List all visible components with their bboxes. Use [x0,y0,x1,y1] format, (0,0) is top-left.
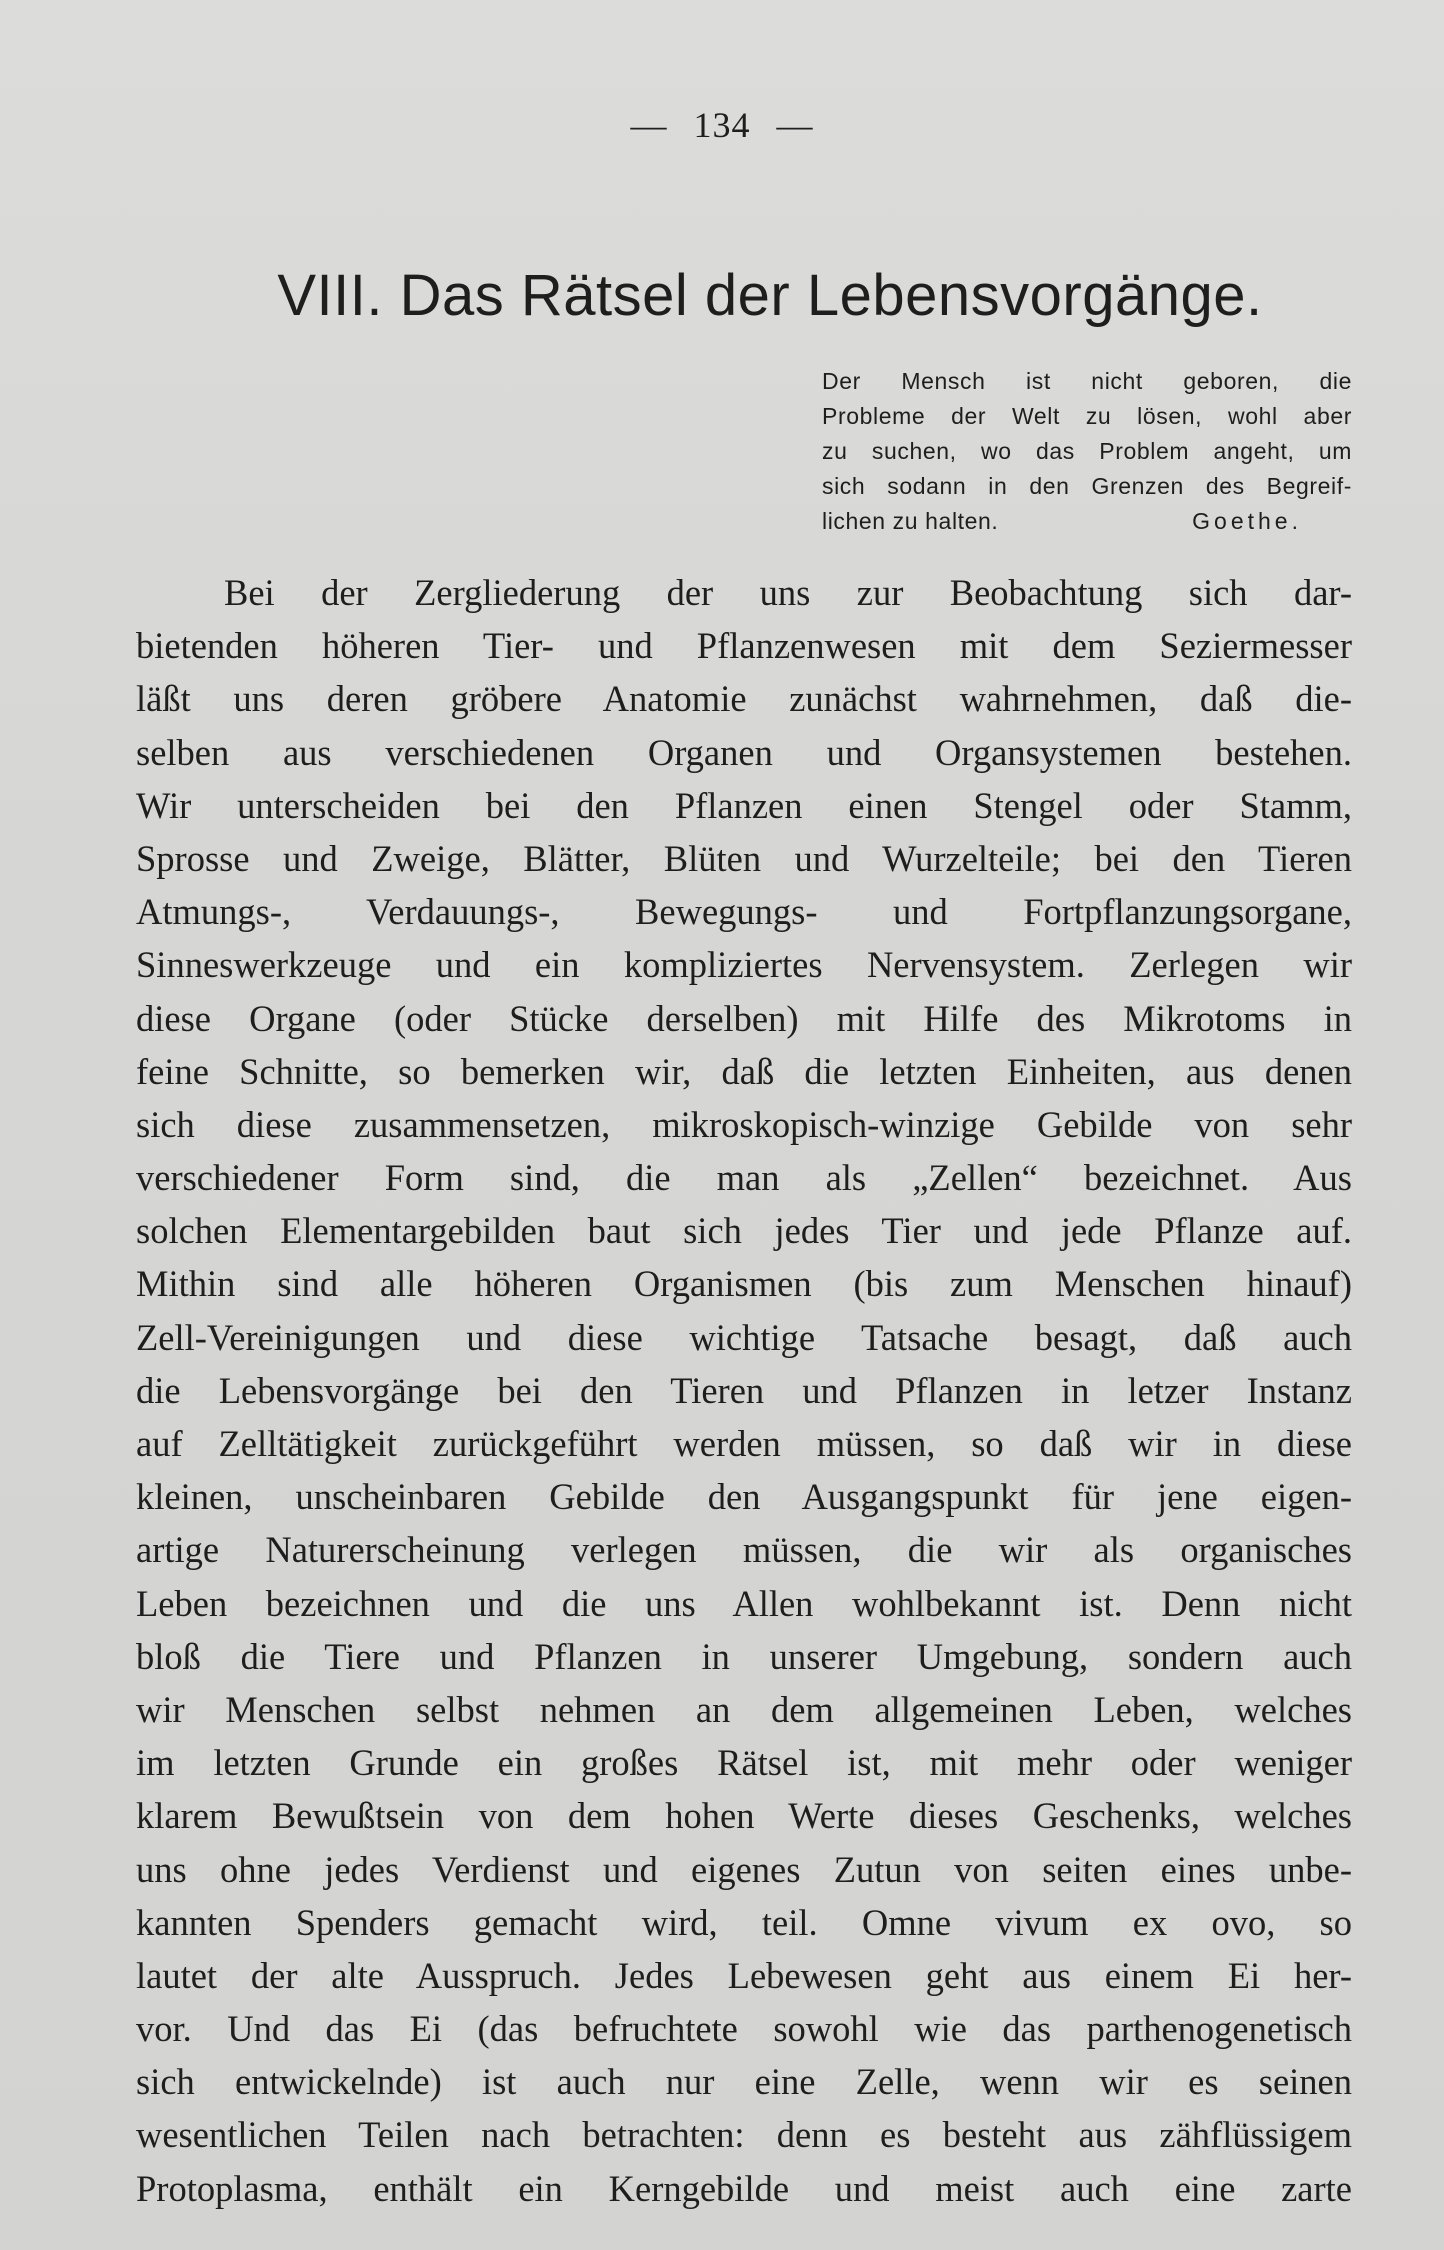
body-line: Mithin sind alle höheren Organismen (bis zum Menschen hinauf) [136,1263,1352,1305]
body-line: klarem Bewußtsein von dem hohen Werte dieses Geschenks, welches [136,1795,1352,1837]
page-number [0,104,1444,146]
body-line: uns ohne jedes Verdienst und eigenes Zutun von seiten eines unbe- [136,1848,1352,1890]
body-line: Leben bezeichnen und die uns Allen wohlbekannt ist. Denn nicht [136,1582,1352,1624]
body-line: artige Naturerscheinung verlegen müssen, die wir als organisches [136,1529,1352,1571]
body-line: läßt uns deren gröbere Anatomie zunächst wahrnehmen, daß die- [136,678,1352,720]
page-number-dash-left: — [630,105,668,145]
body-line: lautet der alte Ausspruch. Jedes Lebewesen geht aus einem Ei her- [136,1954,1352,1996]
body-line: kleinen, unscheinbaren Gebilde den Ausgangspunkt für jene eigen- [136,1476,1352,1518]
page-number-value: 134 [693,105,751,145]
epigraph-line: Probleme der Welt zu lösen, wohl aber [822,403,1352,429]
body-line: Zell-Vereinigungen und diese wichtige Tatsache besagt, daß auch [136,1316,1352,1358]
body-line: auf Zelltätigkeit zurückgeführt werden müssen, so daß wir in diese [136,1423,1352,1464]
body-line: vor. Und das Ei (das befruchtete sowohl wie das parthenogenetisch [136,2008,1352,2050]
epigraph-line: sich sodann in den Grenzen des Begreif- [822,473,1352,499]
body-text [136,566,1352,2215]
body-line: verschiedener Form sind, die man als „Zellen“ bezeichnet. Aus [136,1157,1352,1199]
body-line: selben aus verschiedenen Organen und Organsystemen bestehen. [136,731,1352,773]
body-line: solchen Elementargebilden baut sich jedes Tier und jede Pflanze auf. [136,1210,1352,1252]
body-line: bietenden höheren Tier- und Pflanzenwesen mit dem Seziermesser [136,625,1352,667]
body-line: bloß die Tiere und Pflanzen in unserer Umgebung, sondern auch [136,1635,1352,1677]
body-line: diese Organe (oder Stücke derselben) mit Hilfe des Mikrotoms in [136,997,1352,1039]
body-line: Bei der Zergliederung der uns zur Beobachtung sich dar- [224,572,1352,613]
epigraph-last-row [822,504,1352,539]
epigraph-line: zu suchen, wo das Problem angeht, um [822,438,1352,464]
body-line: Atmungs-, Verdauungs-, Bewegungs- und Fortpflanzungsorgane, [136,891,1352,933]
body-line: Sprosse und Zweige, Blätter, Blüten und Wurzelteile; bei den Tieren [136,837,1352,879]
body-line: die Lebensvorgänge bei den Tieren und Pflanzen in letzer Instanz [136,1369,1352,1411]
body-line: wesentlichen Teilen nach betrachten: denn es besteht aus zähflüssigem [136,2114,1352,2156]
body-line: Protoplasma, enthält ein Kerngebilde und meist auch eine zarte [136,2167,1352,2209]
body-line: feine Schnitte, so bemerken wir, daß die letzten Einheiten, aus denen [136,1050,1352,1092]
epigraph-author: Goethe. [1192,508,1302,534]
body-line: wir Menschen selbst nehmen an dem allgemeinen Leben, welches [136,1688,1352,1730]
body-line: Sinneswerkzeuge und ein kompliziertes Nervensystem. Zerlegen wir [136,944,1352,986]
epigraph-line: Der Mensch ist nicht geboren, die [822,368,1352,394]
chapter-title: VIII. Das Rätsel der Lebensvorgänge. [277,263,1263,328]
body-line: sich entwickelnde) ist auch nur eine Zelle, wenn wir es seinen [136,2061,1352,2103]
page-number-dash-right: — [776,105,814,145]
body-line: im letzten Grunde ein großes Rätsel ist, mit mehr oder weniger [136,1742,1352,1784]
body-line: Wir unterscheiden bei den Pflanzen einen Stengel oder Stamm, [136,784,1352,826]
body-line: sich diese zusammensetzen, mikroskopisch-winzige Gebilde von sehr [136,1103,1352,1145]
body-line: kannten Spenders gemacht wird, teil. Omne vivum ex ovo, so [136,1901,1352,1943]
epigraph-line: lichen zu halten. [822,508,999,534]
epigraph [822,364,1352,539]
